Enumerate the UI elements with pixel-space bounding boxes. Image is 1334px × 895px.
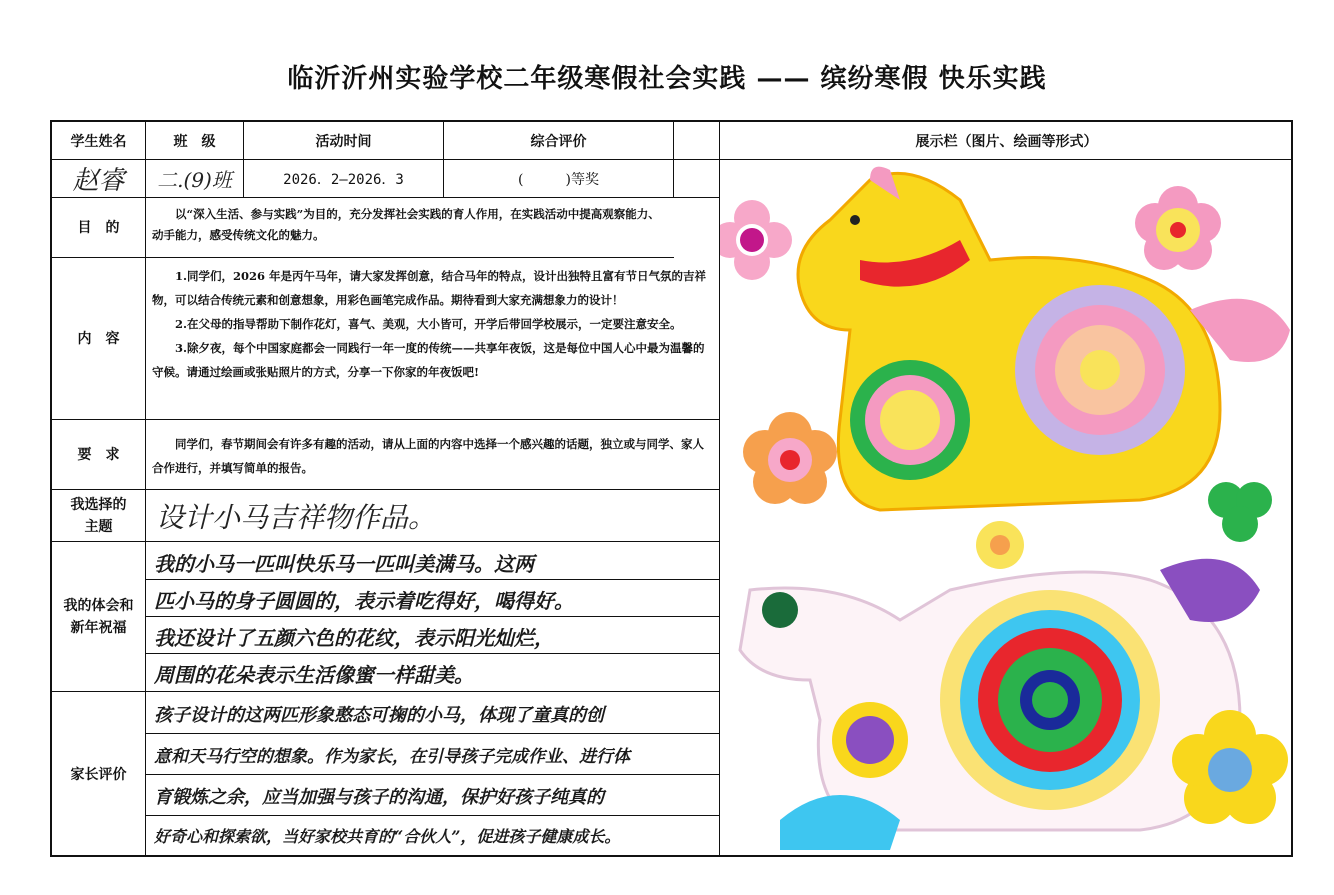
evaluation-value: ( )等奖 xyxy=(444,160,674,198)
parent-line-4: 好奇心和探索欲，当好家校共育的“合伙人”，促进孩子健康成长。 xyxy=(154,827,621,846)
evaluation-label: 综合评价 xyxy=(444,122,674,160)
feelings-line-4: 周围的花朵表示生活像蜜一样甜美。 xyxy=(154,663,474,687)
topic-value xyxy=(146,490,720,542)
page-title: 临沂沂州实验学校二年级寒假社会实践 —— 缤纷寒假 快乐实践 xyxy=(287,64,1047,94)
flower-icon xyxy=(720,200,792,280)
content-label: 内 容 xyxy=(52,258,146,420)
topic-handwriting: 设计小马吉祥物作品。 xyxy=(156,500,437,534)
student-name-label: 学生姓名 xyxy=(52,122,146,160)
flower-icon xyxy=(1135,186,1221,270)
student-name-value: 赵睿 xyxy=(52,160,146,198)
parent-value xyxy=(146,692,720,857)
purpose-text: 以“深入生活、参与实践”为目的，充分发挥社会实践的育人作用，在实践活动中提高观察能力、动手能力，感受传统文化的魅力。 xyxy=(146,198,674,258)
header-spacer xyxy=(674,122,720,160)
purpose-label: 目 的 xyxy=(52,198,146,258)
feelings-label: 我的体会和 新年祝福 xyxy=(52,542,146,692)
class-label: 班 级 xyxy=(146,122,244,160)
display-area xyxy=(720,160,1293,857)
display-label: 展示栏（图片、绘画等形式） xyxy=(720,122,1293,160)
feelings-line-2: 匹小马的身子圆圆的，表示着吃得好，喝得好。 xyxy=(154,589,574,613)
value-spacer xyxy=(674,160,720,198)
feelings-line-1: 我的小马一匹叫快乐马一匹叫美满马。这两 xyxy=(154,552,534,576)
parent-line-1: 孩子设计的这两匹形象憨态可掬的小马，体现了童真的创 xyxy=(154,705,604,726)
parent-label: 家长评价 xyxy=(52,692,146,857)
purpose-right-border xyxy=(674,198,720,258)
content-item-3: 3.除夕夜，每个中国家庭都会一同践行一年一度的传统——共享年夜饭，这是每位中国人心中最为温馨的守候。请通过绘画或张贴照片的方式，分享一下你家的年夜饭吧! xyxy=(152,341,705,379)
time-value: 2026．2—2026．3 xyxy=(244,160,444,198)
requirement-label: 要 求 xyxy=(52,420,146,490)
clover-icon xyxy=(1208,482,1272,542)
content-text xyxy=(146,258,720,420)
parent-line-2: 意和天马行空的想象。作为家长，在引导孩子完成作业、进行体 xyxy=(154,747,630,767)
class-value: 二.(9)班 xyxy=(146,160,244,198)
feelings-value xyxy=(146,542,720,692)
flower-icon xyxy=(743,412,837,504)
horse-drawing xyxy=(720,160,1293,857)
parent-line-3: 育锻炼之余，应当加强与孩子的沟通，保护好孩子纯真的 xyxy=(154,787,604,808)
feelings-line-3: 我还设计了五颜六色的花纹，表示阳光灿烂， xyxy=(154,626,554,650)
topic-label: 我选择的 主题 xyxy=(52,490,146,542)
white-horse-icon xyxy=(740,559,1260,850)
requirement-text: 同学们，春节期间会有许多有趣的活动，请从上面的内容中选择一个感兴趣的话题，独立或与同学、家人合作进行，并填写简单的报告。 xyxy=(146,420,720,490)
content-item-1: 1.同学们，2026 年是丙午马年，请大家发挥创意，结合马年的特点，设计出独特且富有节日气氛的吉祥物，可以结合传统元素和创意想象，用彩色画笔完成作品。期待看到大家充满想象力的设计！ xyxy=(152,269,707,307)
content-item-2: 2.在父母的指导帮助下制作花灯，喜气、美观，大小皆可，开学后带回学校展示，一定要注意安全。 xyxy=(175,317,682,331)
time-label: 活动时间 xyxy=(244,122,444,160)
report-form xyxy=(50,120,1293,857)
flower-icon xyxy=(976,521,1024,569)
